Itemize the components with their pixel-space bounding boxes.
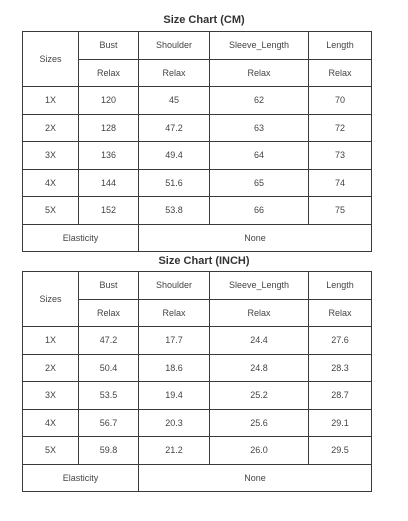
size-cell: 3X <box>23 142 79 170</box>
length-cell: 70 <box>309 87 372 115</box>
bust-cell: 47.2 <box>79 327 139 355</box>
elasticity-label: Elasticity <box>23 464 139 492</box>
table-row <box>23 437 372 465</box>
bust-cell: 152 <box>79 197 139 225</box>
size-chart-inch-table <box>22 271 372 492</box>
sleeve-length-cell: 63 <box>210 114 309 142</box>
sleeve-length-cell: 24.4 <box>210 327 309 355</box>
sizes-header: Sizes <box>23 272 79 327</box>
bust-cell: 59.8 <box>79 437 139 465</box>
size-chart-inch-title: Size Chart (INCH) <box>158 255 250 267</box>
shoulder-header: Shoulder <box>139 32 210 60</box>
sleeve-length-header: Sleeve_Length <box>210 32 309 60</box>
sleeve-length-cell: 24.8 <box>210 354 309 382</box>
elasticity-value: None <box>139 464 372 492</box>
table-row <box>23 197 372 225</box>
sleeve-length-cell: 26.0 <box>210 437 309 465</box>
elasticity-label: Elasticity <box>23 224 139 252</box>
sleeve-length-cell: 25.6 <box>210 409 309 437</box>
sleeve-length-cell: 64 <box>210 142 309 170</box>
table-row <box>23 142 372 170</box>
length-cell: 75 <box>309 197 372 225</box>
table-row <box>23 327 372 355</box>
size-chart-cm-title: Size Chart (CM) <box>163 14 245 26</box>
bust-cell: 136 <box>79 142 139 170</box>
shoulder-cell: 19.4 <box>139 382 210 410</box>
length-cell: 74 <box>309 169 372 197</box>
sizes-header: Sizes <box>23 32 79 87</box>
shoulder-cell: 53.8 <box>139 197 210 225</box>
length-cell: 27.6 <box>309 327 372 355</box>
bust-header: Bust <box>79 32 139 60</box>
bust-fit-label: Relax <box>79 299 139 327</box>
elasticity-value: None <box>139 224 372 252</box>
shoulder-cell: 49.4 <box>139 142 210 170</box>
bust-header: Bust <box>79 272 139 300</box>
size-chart-cm-table <box>22 31 372 252</box>
length-cell: 28.3 <box>309 354 372 382</box>
header-row <box>23 272 372 300</box>
length-fit-label: Relax <box>309 59 372 87</box>
size-cell: 4X <box>23 409 79 437</box>
shoulder-cell: 20.3 <box>139 409 210 437</box>
size-cell: 4X <box>23 169 79 197</box>
bust-fit-label: Relax <box>79 59 139 87</box>
length-header: Length <box>309 272 372 300</box>
bust-cell: 120 <box>79 87 139 115</box>
bust-cell: 56.7 <box>79 409 139 437</box>
shoulder-cell: 17.7 <box>139 327 210 355</box>
elasticity-row <box>23 224 372 252</box>
table-row <box>23 114 372 142</box>
table-row <box>23 87 372 115</box>
size-cell: 2X <box>23 354 79 382</box>
sleeve-length-cell: 66 <box>210 197 309 225</box>
table-row <box>23 169 372 197</box>
size-cell: 3X <box>23 382 79 410</box>
length-cell: 72 <box>309 114 372 142</box>
size-cell: 5X <box>23 197 79 225</box>
sleeve-length-cell: 25.2 <box>210 382 309 410</box>
sleeve-length-fit-label: Relax <box>210 59 309 87</box>
length-header: Length <box>309 32 372 60</box>
bust-cell: 53.5 <box>79 382 139 410</box>
shoulder-cell: 45 <box>139 87 210 115</box>
shoulder-cell: 51.6 <box>139 169 210 197</box>
sleeve-length-fit-label: Relax <box>210 299 309 327</box>
bust-cell: 50.4 <box>79 354 139 382</box>
size-cell: 1X <box>23 327 79 355</box>
size-cell: 2X <box>23 114 79 142</box>
length-cell: 28.7 <box>309 382 372 410</box>
table-row <box>23 409 372 437</box>
shoulder-header: Shoulder <box>139 272 210 300</box>
header-row <box>23 32 372 60</box>
sleeve-length-cell: 65 <box>210 169 309 197</box>
length-cell: 73 <box>309 142 372 170</box>
elasticity-row <box>23 464 372 492</box>
sleeve-length-cell: 62 <box>210 87 309 115</box>
bust-cell: 128 <box>79 114 139 142</box>
size-cell: 1X <box>23 87 79 115</box>
table-row <box>23 354 372 382</box>
bust-cell: 144 <box>79 169 139 197</box>
size-cell: 5X <box>23 437 79 465</box>
length-cell: 29.5 <box>309 437 372 465</box>
shoulder-fit-label: Relax <box>139 299 210 327</box>
shoulder-cell: 47.2 <box>139 114 210 142</box>
length-fit-label: Relax <box>309 299 372 327</box>
table-row <box>23 382 372 410</box>
shoulder-cell: 21.2 <box>139 437 210 465</box>
shoulder-fit-label: Relax <box>139 59 210 87</box>
length-cell: 29.1 <box>309 409 372 437</box>
sleeve-length-header: Sleeve_Length <box>210 272 309 300</box>
shoulder-cell: 18.6 <box>139 354 210 382</box>
